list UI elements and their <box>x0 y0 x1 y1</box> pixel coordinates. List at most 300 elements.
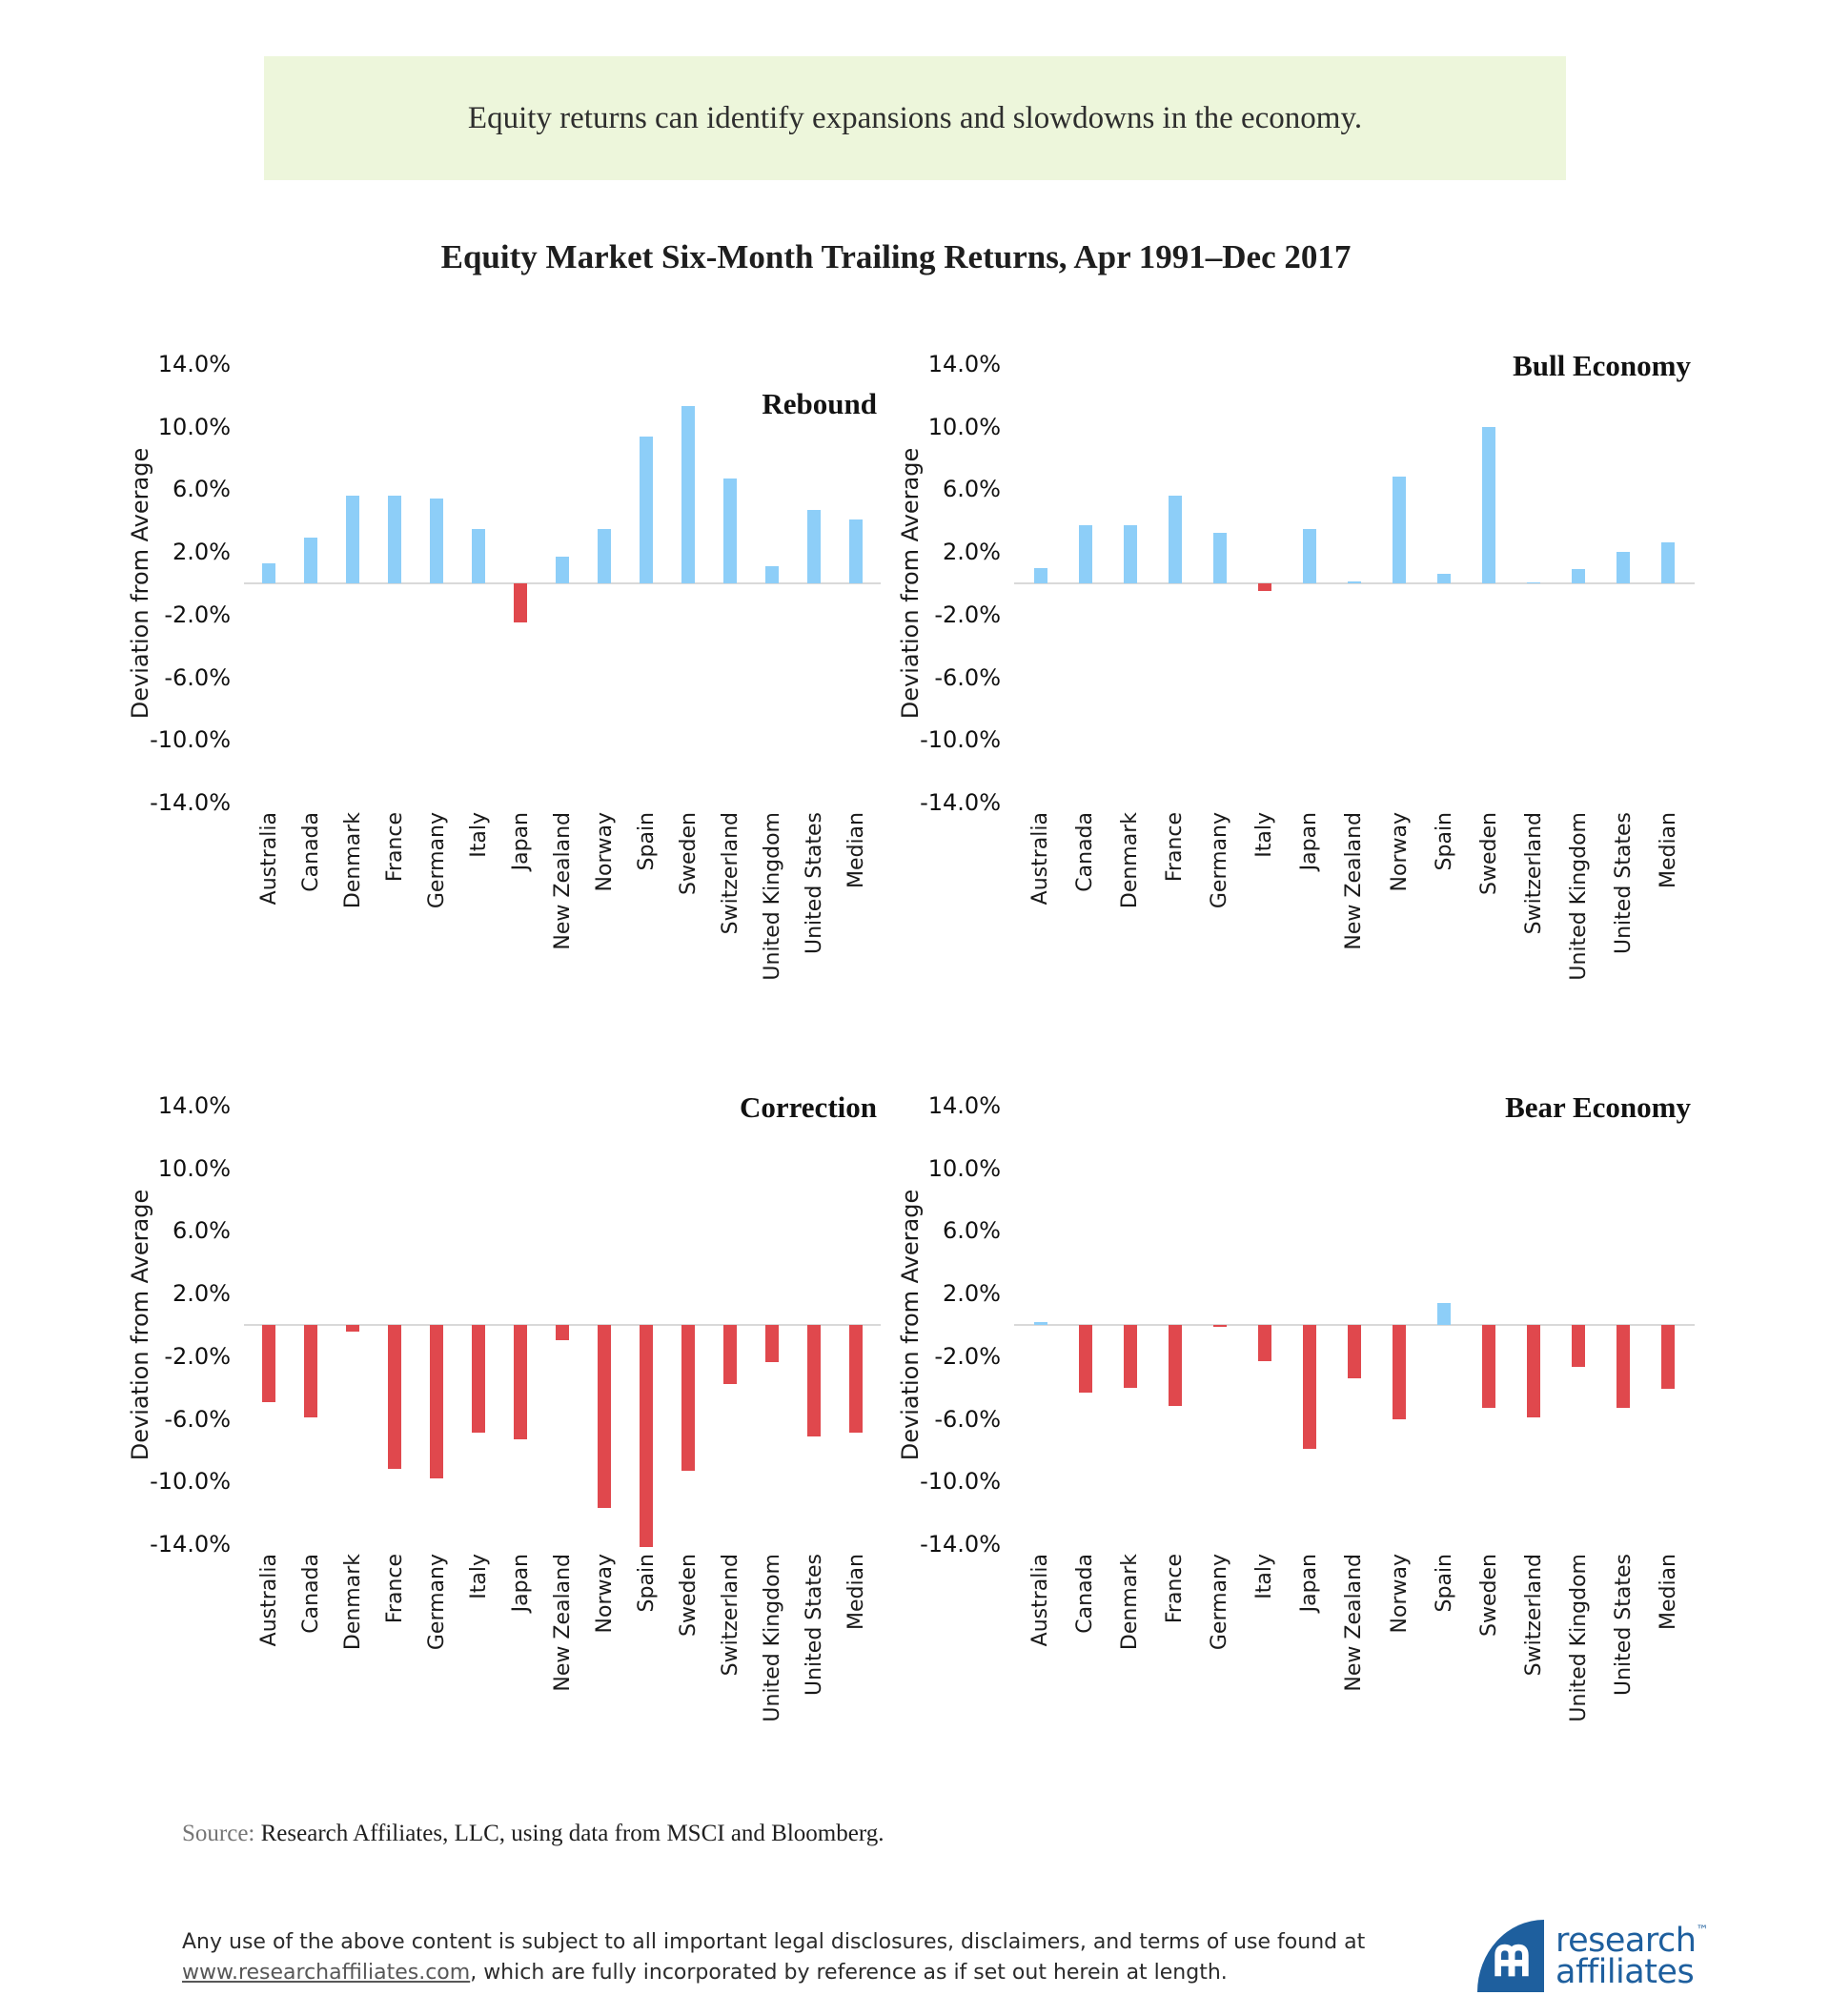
x-axis <box>1018 812 1691 1017</box>
bar-sweden <box>1482 427 1495 583</box>
x-tick-label: Denmark <box>340 1554 365 1651</box>
x-tick-slot <box>1197 812 1242 1017</box>
x-tick-label: Sweden <box>1476 812 1501 895</box>
x-tick-slot <box>374 1554 416 1759</box>
y-tick-label: 14.0% <box>927 1092 1001 1119</box>
x-tick-slot <box>1646 1554 1691 1759</box>
disclaimer-text-1: Any use of the above content is subject to all important legal disclosures, disclaimers, and terms of use found at <box>182 1930 1366 1954</box>
x-tick-slot <box>332 812 374 1017</box>
x-tick-label: Japan <box>508 812 533 871</box>
x-tick-label: United States <box>1611 1554 1636 1696</box>
y-tick-label: 14.0% <box>157 1092 231 1119</box>
x-tick-slot <box>1287 1554 1332 1759</box>
bar-slot <box>1287 1106 1332 1544</box>
legal-disclaimer <box>182 1927 1365 1988</box>
bars <box>1018 1106 1691 1544</box>
bar-slot <box>625 364 667 803</box>
x-tick-label: Norway <box>1387 1554 1412 1634</box>
bar-slot <box>1108 1106 1152 1544</box>
bar-slot <box>1422 364 1467 803</box>
x-tick-slot <box>1601 812 1646 1017</box>
x-tick-slot <box>709 812 751 1017</box>
y-tick-label: 2.0% <box>943 539 1001 566</box>
bar-sweden <box>1482 1325 1495 1408</box>
key-point-banner <box>264 56 1566 180</box>
bar-slot <box>374 1106 416 1544</box>
bar-slot <box>248 364 290 803</box>
x-tick-slot <box>1332 1554 1376 1759</box>
x-tick-slot <box>332 1554 374 1759</box>
bar-united-kingdom <box>1572 569 1585 583</box>
x-tick-label: France <box>382 1554 407 1624</box>
bar-france <box>1169 496 1182 583</box>
x-tick-slot <box>541 812 583 1017</box>
x-tick-slot <box>290 1554 332 1759</box>
x-tick-label: France <box>1163 1554 1188 1624</box>
x-tick-label: United Kingdom <box>1566 1554 1591 1722</box>
y-axis-title: Deviation from Average <box>897 447 924 720</box>
bar-france <box>388 496 401 583</box>
y-tick-label: -14.0% <box>150 789 231 816</box>
bar-spain <box>1437 1303 1451 1325</box>
x-tick-slot <box>290 812 332 1017</box>
x-tick-slot <box>1512 812 1556 1017</box>
bar-united-states <box>807 1325 821 1436</box>
bar-slot <box>709 1106 751 1544</box>
x-tick-slot <box>1377 1554 1422 1759</box>
y-tick-label: 6.0% <box>943 476 1001 503</box>
x-tick-label: Median <box>844 812 868 889</box>
bar-slot <box>1108 364 1152 803</box>
bar-median <box>849 1325 863 1433</box>
bar-japan <box>1303 1325 1316 1449</box>
x-tick-slot <box>416 1554 458 1759</box>
y-axis-title: Deviation from Average <box>127 1189 153 1461</box>
figure-title: Equity Market Six-Month Trailing Returns, Apr 1991–Dec 2017 <box>440 238 1352 275</box>
x-axis <box>248 812 877 1017</box>
x-tick-slot <box>709 1554 751 1759</box>
bar-norway <box>1393 1325 1406 1419</box>
y-tick-label: -6.0% <box>934 663 1001 691</box>
plot-wrap <box>1018 349 1691 1017</box>
x-tick-label: New Zealand <box>1342 812 1367 950</box>
bar-slot <box>751 364 793 803</box>
y-tick-label: 6.0% <box>943 1217 1001 1245</box>
x-tick-slot <box>1601 1554 1646 1759</box>
x-tick-slot <box>1018 812 1063 1017</box>
x-tick-slot <box>583 1554 625 1759</box>
x-tick-slot <box>583 812 625 1017</box>
bar-spain <box>640 1325 653 1547</box>
bar-norway <box>598 1325 611 1508</box>
bar-slot <box>709 364 751 803</box>
x-tick-slot <box>416 812 458 1017</box>
bar-slot <box>1422 1106 1467 1544</box>
chart-bull-economy <box>894 349 1691 1017</box>
bar-slot <box>1556 1106 1601 1544</box>
plot-area <box>248 364 877 803</box>
bar-slot <box>458 1106 499 1544</box>
bar-slot <box>416 1106 458 1544</box>
x-tick-slot <box>248 812 290 1017</box>
panel-title: Bear Economy <box>1505 1090 1691 1124</box>
plot-wrap <box>248 364 877 1017</box>
y-tick-label: -14.0% <box>920 1531 1001 1558</box>
logo-wordmark <box>1556 1922 1709 1991</box>
x-tick-label: Median <box>1656 1554 1680 1631</box>
x-tick-label: Median <box>1656 812 1680 889</box>
bar-slot <box>667 1106 709 1544</box>
x-tick-label: Switzerland <box>1521 1554 1546 1677</box>
bar-slot <box>332 1106 374 1544</box>
x-tick-label: New Zealand <box>1342 1554 1367 1692</box>
bar-slot <box>1152 1106 1197 1544</box>
bar-slot <box>835 364 877 803</box>
x-tick-label: Australia <box>1028 812 1053 906</box>
x-tick-label: Canada <box>298 812 323 892</box>
bar-australia <box>1034 568 1047 583</box>
x-tick-slot <box>1108 812 1152 1017</box>
bar-slot <box>1601 1106 1646 1544</box>
bar-slot <box>1467 364 1512 803</box>
y-tick-label: 10.0% <box>927 1154 1001 1182</box>
bar-slot <box>1601 364 1646 803</box>
y-tick-label: -10.0% <box>920 726 1001 754</box>
bar-united-kingdom <box>765 1325 779 1362</box>
y-tick-label: 10.0% <box>157 1154 231 1182</box>
y-tick-label: 2.0% <box>173 1280 231 1308</box>
x-tick-slot <box>625 812 667 1017</box>
x-tick-slot <box>499 1554 541 1759</box>
bar-slot <box>835 1106 877 1544</box>
plot-wrap <box>248 1090 877 1759</box>
bar-sweden <box>681 406 695 583</box>
y-tick-label: 10.0% <box>927 413 1001 440</box>
y-tick-label: -14.0% <box>150 1531 231 1558</box>
x-tick-slot <box>458 812 499 1017</box>
x-tick-slot <box>248 1554 290 1759</box>
bar-slot <box>248 1106 290 1544</box>
x-tick-slot <box>1063 1554 1108 1759</box>
bar-japan <box>514 1325 527 1439</box>
x-tick-label: Denmark <box>340 812 365 909</box>
y-tick-label: -6.0% <box>164 1405 231 1433</box>
plot-area <box>1018 349 1691 803</box>
x-axis <box>1018 1554 1691 1759</box>
x-tick-slot <box>1422 1554 1467 1759</box>
y-tick-label: 14.0% <box>157 351 231 377</box>
x-tick-label: Sweden <box>1476 1554 1501 1637</box>
bar-slot <box>1152 364 1197 803</box>
bar-slot <box>1018 1106 1063 1544</box>
x-tick-slot <box>1332 812 1376 1017</box>
y-axis <box>920 1092 1018 1558</box>
bar-slot <box>1556 364 1601 803</box>
bar-canada <box>304 1325 317 1417</box>
source-line <box>182 1821 884 1847</box>
bar-median <box>849 519 863 583</box>
x-tick-slot <box>1018 1554 1063 1759</box>
bar-slot <box>332 364 374 803</box>
x-tick-slot <box>1556 1554 1601 1759</box>
disclaimer-text-2: , which are fully incorporated by reference as if set out herein at length. <box>470 1960 1228 1985</box>
bars <box>248 1106 877 1544</box>
x-tick-label: Denmark <box>1118 1554 1143 1651</box>
bar-slot <box>1018 364 1063 803</box>
x-tick-label: Australia <box>1028 1554 1053 1647</box>
bar-germany <box>1213 1325 1227 1327</box>
x-tick-label: Canada <box>1073 812 1098 892</box>
x-tick-label: Japan <box>1297 812 1322 871</box>
bar-slot <box>1197 364 1242 803</box>
y-axis <box>150 1092 248 1558</box>
y-tick-label: 2.0% <box>943 1280 1001 1308</box>
x-tick-label: Germany <box>1208 812 1232 909</box>
bar-canada <box>1079 525 1092 583</box>
bar-slot <box>499 1106 541 1544</box>
x-tick-label: United Kingdom <box>1566 812 1591 981</box>
chart-rebound <box>124 351 877 1017</box>
bar-slot <box>1242 1106 1287 1544</box>
bar-spain <box>640 437 653 583</box>
x-tick-label: Japan <box>1297 1554 1322 1613</box>
y-tick-label: -14.0% <box>920 789 1001 816</box>
x-tick-label: Sweden <box>676 1554 701 1637</box>
x-tick-slot <box>1512 1554 1556 1759</box>
bar-australia <box>1034 1322 1047 1325</box>
x-tick-slot <box>667 812 709 1017</box>
y-tick-label: -2.0% <box>934 1342 1001 1370</box>
key-point-text: Equity returns can identify expansions and slowdowns in the economy. <box>467 100 1363 135</box>
x-tick-slot <box>1242 812 1287 1017</box>
x-tick-label: France <box>382 812 407 883</box>
x-tick-label: Japan <box>508 1554 533 1613</box>
y-axis <box>150 351 248 816</box>
x-tick-slot <box>374 812 416 1017</box>
x-tick-label: Spain <box>1432 1554 1456 1613</box>
y-tick-label: 14.0% <box>927 351 1001 377</box>
bar-france <box>1169 1325 1182 1406</box>
bar-slot <box>1377 1106 1422 1544</box>
x-tick-slot <box>1467 1554 1512 1759</box>
bar-slot <box>583 364 625 803</box>
x-tick-slot <box>793 1554 835 1759</box>
x-tick-slot <box>751 1554 793 1759</box>
ra-monogram-icon <box>1491 1941 1533 1979</box>
x-tick-label: Germany <box>424 1554 449 1651</box>
x-tick-label: United States <box>1611 812 1636 954</box>
bar-slot <box>583 1106 625 1544</box>
x-tick-slot <box>751 812 793 1017</box>
bar-slot <box>416 364 458 803</box>
y-tick-label: -6.0% <box>934 1405 1001 1433</box>
y-axis-title: Deviation from Average <box>897 1189 924 1461</box>
x-tick-label: United Kingdom <box>760 1554 784 1722</box>
x-tick-label: Germany <box>1208 1554 1232 1651</box>
plot-area <box>248 1090 877 1544</box>
bar-italy <box>1258 583 1271 591</box>
bar-japan <box>514 583 527 622</box>
y-axis <box>920 351 1018 816</box>
bar-switzerland <box>723 1325 737 1384</box>
bar-spain <box>1437 574 1451 583</box>
y-tick-label: 10.0% <box>157 413 231 440</box>
bar-new-zealand <box>556 557 569 583</box>
bar-slot <box>458 364 499 803</box>
bar-slot <box>1512 1106 1556 1544</box>
x-tick-label: France <box>1163 812 1188 883</box>
logo-mark-icon <box>1477 1920 1544 1992</box>
x-tick-label: United States <box>802 812 826 954</box>
x-tick-label: Switzerland <box>718 812 742 935</box>
bars <box>248 364 877 803</box>
x-tick-label: Switzerland <box>1521 812 1546 935</box>
x-tick-slot <box>1422 812 1467 1017</box>
bar-new-zealand <box>1348 581 1361 583</box>
x-tick-label: Australia <box>256 1554 281 1647</box>
bar-slot <box>1467 1106 1512 1544</box>
source-label: Source: <box>182 1821 255 1846</box>
bar-slot <box>793 1106 835 1544</box>
x-tick-slot <box>835 812 877 1017</box>
x-tick-slot <box>1108 1554 1152 1759</box>
bar-slot <box>793 364 835 803</box>
x-tick-label: Italy <box>466 1554 491 1599</box>
x-tick-label: Italy <box>1252 1554 1277 1599</box>
chart-bear-economy <box>894 1090 1691 1759</box>
bar-switzerland <box>723 479 737 583</box>
x-tick-label: Germany <box>424 812 449 909</box>
x-tick-slot <box>625 1554 667 1759</box>
x-tick-slot <box>1197 1554 1242 1759</box>
logo-word-affiliates: affiliates <box>1556 1952 1695 1991</box>
x-tick-slot <box>1646 812 1691 1017</box>
plot-area <box>1018 1090 1691 1544</box>
y-tick-label: -2.0% <box>164 1342 231 1370</box>
bar-slot <box>290 1106 332 1544</box>
bar-slot <box>1332 364 1376 803</box>
bar-switzerland <box>1527 582 1540 583</box>
x-tick-slot <box>499 812 541 1017</box>
x-tick-label: Canada <box>1073 1554 1098 1634</box>
bar-slot <box>374 364 416 803</box>
bar-denmark <box>1124 1325 1137 1388</box>
y-tick-label: -2.0% <box>934 601 1001 628</box>
bar-slot <box>541 364 583 803</box>
bar-new-zealand <box>556 1325 569 1340</box>
bar-norway <box>598 529 611 584</box>
bars <box>1018 364 1691 803</box>
bar-slot <box>541 1106 583 1544</box>
x-tick-label: Norway <box>592 1554 617 1634</box>
logo-word-research: research <box>1556 1922 1697 1960</box>
bar-slot <box>1377 364 1422 803</box>
bar-slot <box>1287 364 1332 803</box>
bar-united-states <box>807 510 821 583</box>
research-affiliates-logo <box>1477 1920 1708 1992</box>
y-axis-title: Deviation from Average <box>127 447 153 720</box>
x-tick-slot <box>541 1554 583 1759</box>
x-tick-label: Italy <box>466 812 491 858</box>
source-text: Research Affiliates, LLC, using data from MSCI and Bloomberg. <box>254 1821 884 1846</box>
x-tick-label: Spain <box>634 812 659 871</box>
bar-germany <box>430 1325 443 1478</box>
x-tick-slot <box>1152 1554 1197 1759</box>
x-tick-label: Australia <box>256 812 281 906</box>
bar-slot <box>1197 1106 1242 1544</box>
bar-slot <box>1063 1106 1108 1544</box>
x-tick-slot <box>835 1554 877 1759</box>
x-tick-slot <box>1377 812 1422 1017</box>
bar-new-zealand <box>1348 1325 1361 1378</box>
bar-norway <box>1393 477 1406 583</box>
bar-france <box>388 1325 401 1469</box>
x-tick-slot <box>1152 812 1197 1017</box>
bar-median <box>1661 542 1675 583</box>
x-tick-label: Spain <box>1432 812 1456 871</box>
panel-title: Bull Economy <box>1513 349 1691 382</box>
bar-canada <box>304 538 317 583</box>
y-tick-label: -10.0% <box>150 726 231 754</box>
bar-slot <box>751 1106 793 1544</box>
y-tick-label: 2.0% <box>173 539 231 566</box>
x-tick-slot <box>1287 812 1332 1017</box>
bar-denmark <box>346 496 359 583</box>
y-tick-label: -2.0% <box>164 601 231 628</box>
bar-australia <box>262 1325 275 1402</box>
plot-wrap <box>1018 1090 1691 1759</box>
panel-title: Rebound <box>762 387 877 420</box>
bar-slot <box>1646 364 1691 803</box>
x-tick-slot <box>1556 812 1601 1017</box>
x-axis <box>248 1554 877 1759</box>
bar-sweden <box>681 1325 695 1471</box>
bar-japan <box>1303 529 1316 584</box>
x-tick-label: United Kingdom <box>760 812 784 981</box>
bar-slot <box>1332 1106 1376 1544</box>
x-tick-slot <box>1242 1554 1287 1759</box>
x-tick-label: Switzerland <box>718 1554 742 1677</box>
x-tick-label: Norway <box>1387 812 1412 892</box>
bar-united-states <box>1616 1325 1630 1408</box>
chart-correction <box>124 1090 877 1759</box>
bar-germany <box>430 499 443 583</box>
x-tick-slot <box>667 1554 709 1759</box>
bar-australia <box>262 563 275 583</box>
x-tick-label: Italy <box>1252 812 1277 858</box>
bar-switzerland <box>1527 1325 1540 1417</box>
trademark-symbol: ™ <box>1696 1924 1709 1938</box>
bar-italy <box>472 1325 485 1433</box>
x-tick-label: Denmark <box>1118 812 1143 909</box>
bar-slot <box>1063 364 1108 803</box>
y-tick-label: -6.0% <box>164 663 231 691</box>
bar-united-kingdom <box>765 566 779 583</box>
x-tick-label: Spain <box>634 1554 659 1613</box>
bar-slot <box>290 364 332 803</box>
bar-slot <box>499 364 541 803</box>
x-tick-label: New Zealand <box>550 812 575 950</box>
bar-denmark <box>346 1325 359 1332</box>
bar-slot <box>1646 1106 1691 1544</box>
bar-slot <box>1242 364 1287 803</box>
bar-denmark <box>1124 525 1137 583</box>
y-tick-label: 6.0% <box>173 1217 231 1245</box>
x-tick-label: United States <box>802 1554 826 1696</box>
research-affiliates-link[interactable]: www.researchaffiliates.com <box>182 1960 471 1985</box>
x-tick-slot <box>458 1554 499 1759</box>
bar-slot <box>1512 364 1556 803</box>
